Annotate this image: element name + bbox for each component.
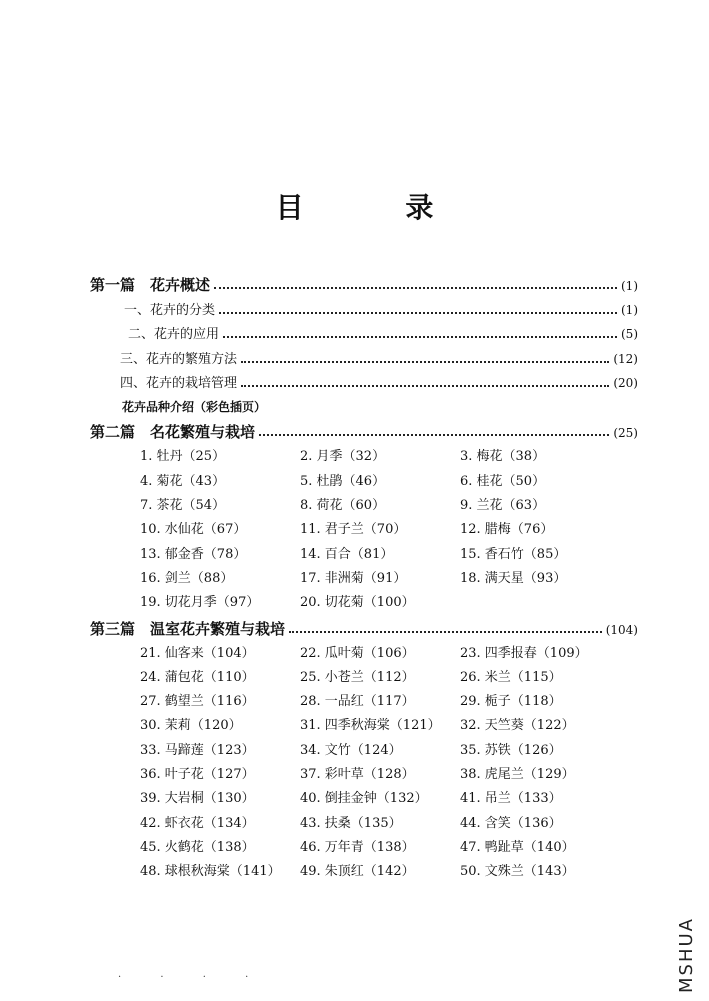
section-page: (5) <box>621 327 638 342</box>
dot-leader <box>259 434 609 436</box>
toc-item[interactable]: 5. 杜鹃（46） <box>300 473 386 489</box>
toc-item[interactable]: 29. 栀子（118） <box>460 694 562 710</box>
toc-item[interactable]: 41. 吊兰（133） <box>460 791 562 807</box>
toc-item[interactable]: 12. 腊梅（76） <box>460 522 554 538</box>
part-1-entry[interactable] <box>90 272 638 298</box>
table-of-contents <box>90 272 638 885</box>
toc-item[interactable]: 18. 满天星（93） <box>460 570 567 586</box>
toc-item[interactable]: 8. 荷花（60） <box>300 498 386 514</box>
toc-item[interactable]: 47. 鸭趾草（140） <box>460 839 575 855</box>
toc-item[interactable]: 21. 仙客来（104） <box>140 645 255 661</box>
toc-item[interactable]: 11. 君子兰（70） <box>300 522 407 538</box>
toc-item[interactable]: 31. 四季秋海棠（121） <box>300 718 441 734</box>
toc-item[interactable]: 50. 文殊兰（143） <box>460 864 575 880</box>
section-title: 一、花卉的分类 <box>124 303 216 318</box>
toc-item[interactable]: 26. 米兰（115） <box>460 669 562 685</box>
toc-item[interactable]: 4. 菊花（43） <box>140 473 226 489</box>
toc-item[interactable]: 6. 桂花（50） <box>460 473 546 489</box>
toc-item[interactable]: 40. 倒挂金钟（132） <box>300 791 428 807</box>
toc-item[interactable]: 36. 叶子花（127） <box>140 767 255 783</box>
toc-item[interactable]: 27. 鹤望兰（116） <box>140 694 255 710</box>
dot-leader <box>241 385 609 387</box>
toc-item[interactable]: 45. 火鹤花（138） <box>140 839 255 855</box>
toc-item[interactable]: 39. 大岩桐（130） <box>140 791 255 807</box>
toc-item[interactable]: 49. 朱顶红（142） <box>300 864 415 880</box>
toc-item[interactable]: 17. 非洲菊（91） <box>300 570 407 586</box>
toc-item[interactable]: 37. 彩叶草（128） <box>300 767 415 783</box>
section-page: (1) <box>621 303 638 317</box>
toc-item[interactable]: 1. 牡丹（25） <box>140 449 226 465</box>
watermark: MSHUA <box>676 917 697 993</box>
toc-item[interactable]: 9. 兰花（63） <box>460 498 546 514</box>
section-page: (12) <box>613 351 638 366</box>
part-2-item-grid <box>90 445 638 615</box>
part-2-page: (25) <box>613 426 638 441</box>
toc-item[interactable]: 44. 含笑（136） <box>460 815 562 831</box>
dot-leader <box>241 361 609 363</box>
toc-item[interactable]: 10. 水仙花（67） <box>140 522 247 538</box>
dot-leader <box>289 631 602 633</box>
part-1-title: 第一篇 花卉概述 <box>90 276 211 294</box>
section-entry[interactable] <box>90 322 638 346</box>
toc-item[interactable]: 24. 蒲包花（110） <box>140 669 255 685</box>
part-2-entry[interactable] <box>90 419 638 445</box>
toc-item[interactable]: 25. 小苍兰（112） <box>300 669 415 685</box>
scan-specks: · · · · <box>118 972 267 983</box>
section-entry[interactable] <box>90 371 638 395</box>
section-title: 三、花卉的繁殖方法 <box>120 351 238 367</box>
toc-item[interactable]: 3. 梅花（38） <box>460 449 546 465</box>
toc-item[interactable]: 19. 切花月季（97） <box>140 595 260 611</box>
toc-item[interactable]: 23. 四季报春（109） <box>460 645 588 661</box>
dot-leader <box>223 336 617 338</box>
section-title: 四、花卉的栽培管理 <box>120 375 238 391</box>
color-plates-note: 花卉品种介绍（彩色插页） <box>122 400 267 415</box>
section-entry[interactable] <box>90 298 638 322</box>
toc-item[interactable]: 46. 万年青（138） <box>300 839 415 855</box>
page-title: 目 录 <box>275 191 480 224</box>
dot-leader <box>219 312 617 314</box>
toc-item[interactable]: 7. 茶花（54） <box>140 498 226 514</box>
toc-item[interactable]: 32. 天竺葵（122） <box>460 718 575 734</box>
toc-item[interactable]: 16. 剑兰（88） <box>140 570 234 586</box>
part-3-entry[interactable] <box>90 616 638 642</box>
section-entry[interactable] <box>90 347 638 371</box>
toc-item[interactable]: 43. 扶桑（135） <box>300 815 402 831</box>
section-page: (20) <box>613 375 638 390</box>
toc-item[interactable]: 34. 文竹（124） <box>300 742 402 758</box>
toc-item[interactable]: 15. 香石竹（85） <box>460 546 567 562</box>
toc-item[interactable]: 30. 茉莉（120） <box>140 718 242 734</box>
toc-item[interactable]: 28. 一品红（117） <box>300 694 415 710</box>
toc-item[interactable]: 33. 马蹄莲（123） <box>140 742 255 758</box>
toc-item[interactable]: 48. 球根秋海棠（141） <box>140 864 281 880</box>
part-3-title: 第三篇 温室花卉繁殖与栽培 <box>90 619 286 638</box>
toc-item[interactable]: 13. 郁金香（78） <box>140 546 247 562</box>
toc-item[interactable]: 14. 百合（81） <box>300 546 394 562</box>
toc-item[interactable]: 42. 虾衣花（134） <box>140 815 255 831</box>
part-2-title: 第二篇 名花繁殖与栽培 <box>90 423 256 442</box>
part-1-page: (1) <box>621 279 638 293</box>
toc-item[interactable]: 22. 瓜叶菊（106） <box>300 645 415 661</box>
toc-item[interactable]: 20. 切花菊（100） <box>300 595 415 611</box>
toc-item[interactable]: 38. 虎尾兰（129） <box>460 767 575 783</box>
toc-item[interactable]: 2. 月季（32） <box>300 449 386 465</box>
toc-item[interactable]: 35. 苏铁（126） <box>460 742 562 758</box>
part-3-page: (104) <box>605 622 638 637</box>
section-title: 二、花卉的应用 <box>128 327 220 343</box>
dot-leader <box>214 287 617 289</box>
part-3-item-grid <box>90 642 638 885</box>
